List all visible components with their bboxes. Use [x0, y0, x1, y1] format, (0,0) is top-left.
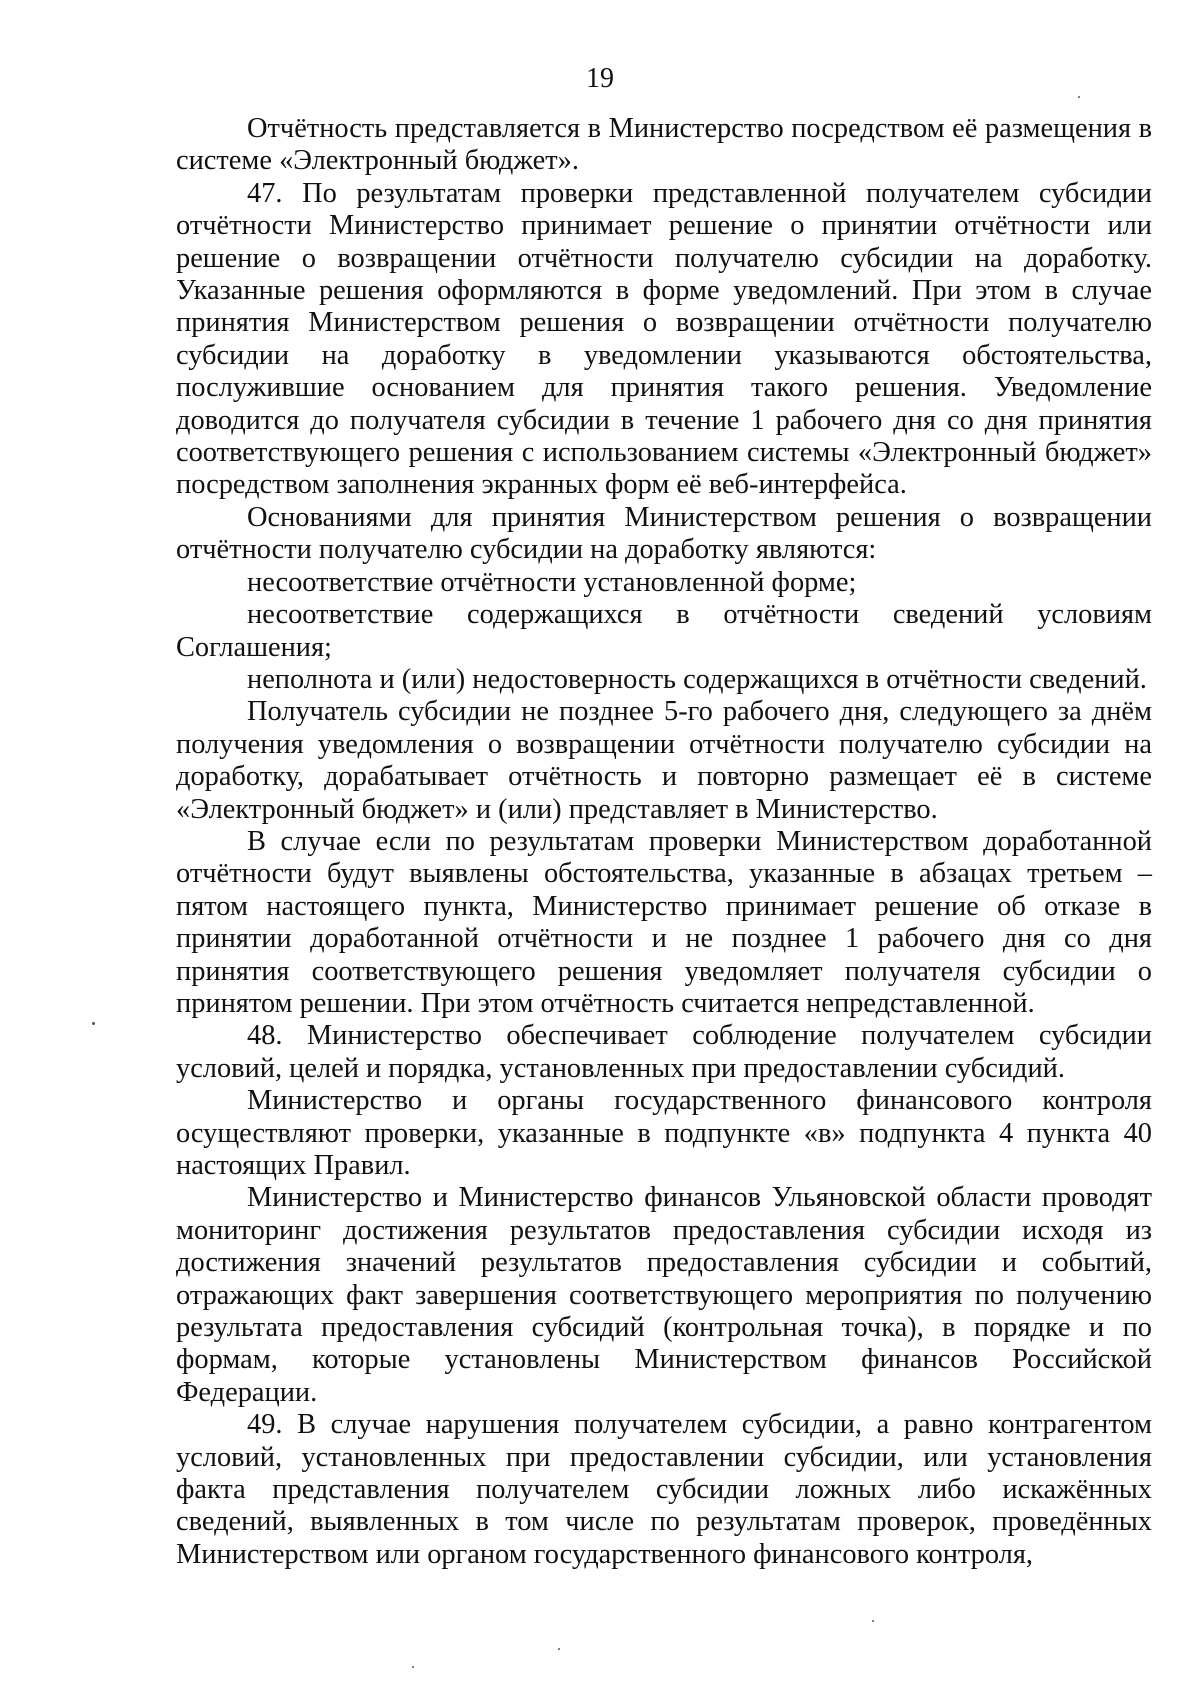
paragraph: неполнота и (или) недостоверность содержащихся в отчётности сведений.	[247, 663, 1147, 695]
paragraph: В случае если по результатам проверки Министерством доработанной отчётности будут выявлены обстоятельства, указанные в абзацах третьем – пятом настоящего пункта, Министерство принимает решение об отказе в принятии доработанной отчётности и не позднее 1 рабочего дня со дня принятия соответствующего решения уведомляет получателя субсидии о принятом решении. При этом отчётность считается непредставленной.	[176, 825, 1152, 1019]
paragraph: несоответствие содержащихся в отчётности сведений условиям Соглашения;	[176, 599, 1152, 663]
document-body	[176, 113, 1152, 1571]
scan-speck	[92, 1022, 95, 1025]
paragraph: Министерство и органы государственного финансового контроля осуществляют проверки, указанные в подпункте «в» подпункта 4 пункта 40 настоящих Правил.	[176, 1085, 1152, 1181]
scan-speck	[558, 1648, 560, 1650]
paragraph: Основаниями для принятия Министерством решения о возвращении отчётности получателю субсидии на доработку являются:	[176, 501, 1152, 566]
paragraph-item-48: 48. Министерство обеспечивает соблюдение получателем субсидии условий, целей и порядка, установленных при предоставлении субсидий.	[176, 1020, 1152, 1084]
scan-speck	[872, 1620, 874, 1622]
paragraph: Министерство и Министерство финансов Ульяновской области проводят мониторинг достижения результатов предоставления субсидии исходя из достижения значений результатов предоставления субсидии и событий, отражающих факт завершения соответствующего мероприятия по получению результата предоставления субсидий (контрольная точка), в порядке и по формам, которые установлены Министерством финансов Российской Федерации.	[176, 1182, 1152, 1408]
page-number: 19	[586, 63, 614, 94]
paragraph: Получатель субсидии не позднее 5-го рабочего дня, следующего за днём получения уведомления о возвращении отчётности получателю субсидии на доработку, дорабатывает отчётность и повторно размещает её в системе «Электронный бюджет» и (или) представляет в Министерство.	[176, 696, 1152, 825]
paragraph: несоответствие отчётности установленной форме;	[247, 566, 857, 598]
paragraph-item-49: 49. В случае нарушения получателем субсидии, а равно контрагентом условий, установленных при предоставлении субсидии, или установления факта представления получателем субсидии ложных либо искажённых сведений, выявленных в том числе по результатам проверок, проведённых Министерством или органом государственного финансового контроля,	[176, 1409, 1152, 1570]
scan-speck	[412, 1666, 414, 1668]
paragraph: Отчётность представляется в Министерство посредством её размещения в системе «Электронный бюджет».	[176, 113, 1152, 177]
paragraph-item-47: 47. По результатам проверки представленной получателем субсидии отчётности Министерство принимает решение о принятии отчётности или решение о возвращении отчётности получателю субсидии на доработку. Указанные решения оформляются в форме уведомлений. При этом в случае принятия Министерством решения о возвращении отчётности получателю субсидии на доработку в уведомлении указываются обстоятельства, послужившие основанием для принятия такого решения. Уведомление доводится до получателя субсидии в течение 1 рабочего дня со дня принятия соответствующего решения с использованием системы «Электронный бюджет» посредством заполнения экранных форм её веб-интерфейса.	[176, 177, 1152, 501]
scan-speck	[1078, 96, 1080, 98]
